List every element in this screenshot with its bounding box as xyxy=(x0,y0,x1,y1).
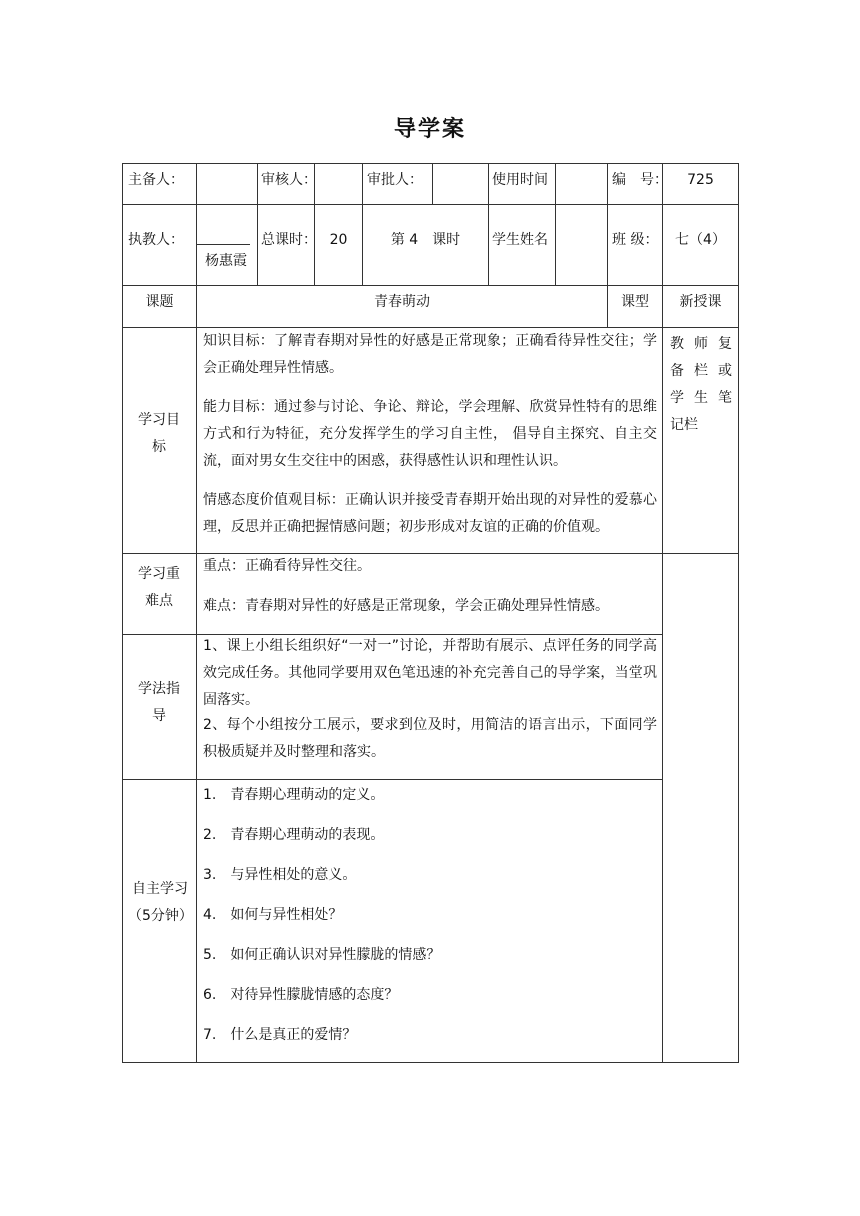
reviewer-label: 审核人： xyxy=(261,172,317,188)
teacher-value: 杨惠霞 xyxy=(205,253,247,269)
list-item: 4. 如何与异性相处？ xyxy=(203,907,343,923)
list-item: 7. 什么是真正的爱情？ xyxy=(203,1027,357,1043)
list-item: 6. 对待异性朦胧情感的态度？ xyxy=(203,987,399,1003)
class-value: 七（4） xyxy=(675,232,726,248)
notes-column: 教 师 复 备 栏 或 学 生 笔 记栏 xyxy=(670,336,732,433)
total-hours-value: 20 xyxy=(329,232,348,248)
class-label: 班 级： xyxy=(612,232,659,248)
lesson-number: 第 4 课时 xyxy=(390,232,461,248)
number-label: 编 号： xyxy=(612,172,668,188)
method-label: 学法指导 xyxy=(138,681,180,724)
list-item: 5. 如何正确认识对异性朦胧的情感？ xyxy=(203,947,441,963)
type-label: 课型 xyxy=(621,294,649,310)
focus-point: 重点：正确看待异性交往。 xyxy=(203,558,371,574)
preparer-label: 主备人： xyxy=(128,172,184,188)
emotion-objective: 情感态度价值观目标：正确认识并接受青春期开始出现的对异性的爱慕心理，反思并正确把握情感问题；初步形成对友谊的正确的价值观。 xyxy=(203,492,657,535)
list-item: 2. 青春期心理萌动的表现。 xyxy=(203,827,385,843)
student-name-label: 学生姓名 xyxy=(492,232,548,248)
list-item: 1. 青春期心理萌动的定义。 xyxy=(203,787,385,803)
method-item-2: 2、每个小组按分工展示，要求到位及时，用简洁的语言出示，下面同学积极质疑并及时整理和落实。 xyxy=(203,717,657,760)
teacher-label: 执教人： xyxy=(128,232,184,248)
method-item-1: 1、课上小组长组织好“一对一”讨论，并帮助有展示、点评任务的同学高效完成任务。其他同学要用双色笔迅速的补充完善自己的导学案，当堂巩固落实。 xyxy=(203,638,657,708)
self-study-label: 自主学习（5分钟） xyxy=(128,881,193,924)
objectives-label: 学习目标 xyxy=(138,412,180,455)
type-value: 新授课 xyxy=(679,294,722,310)
page-title: 导学案 xyxy=(393,117,466,142)
ability-objective: 能力目标：通过参与讨论、争论、辩论，学会理解、欣赏异性特有的思维方式和行为特征，充分发挥学生的学习自主性， 倡导自主探究、自主交流，面对男女生交往中的困惑，获得感性认识和理性认识。 xyxy=(203,399,657,469)
approver-label: 审批人： xyxy=(367,172,423,188)
usage-time-label: 使用时间 xyxy=(492,172,548,188)
total-hours-label: 总课时： xyxy=(261,232,317,248)
topic-value: 青春萌动 xyxy=(374,294,430,310)
number-value: 725 xyxy=(687,172,714,188)
key-points-label: 学习重难点 xyxy=(138,566,180,609)
topic-label: 课题 xyxy=(145,294,174,310)
list-item: 3. 与异性相处的意义。 xyxy=(203,867,357,883)
difficulty-point: 难点：青春期对异性的好感是正常现象，学会正确处理异性情感。 xyxy=(203,598,609,614)
knowledge-objective: 知识目标：了解青春期对异性的好感是正常现象；正确看待异性交往；学会正确处理异性情感。 xyxy=(203,333,657,376)
